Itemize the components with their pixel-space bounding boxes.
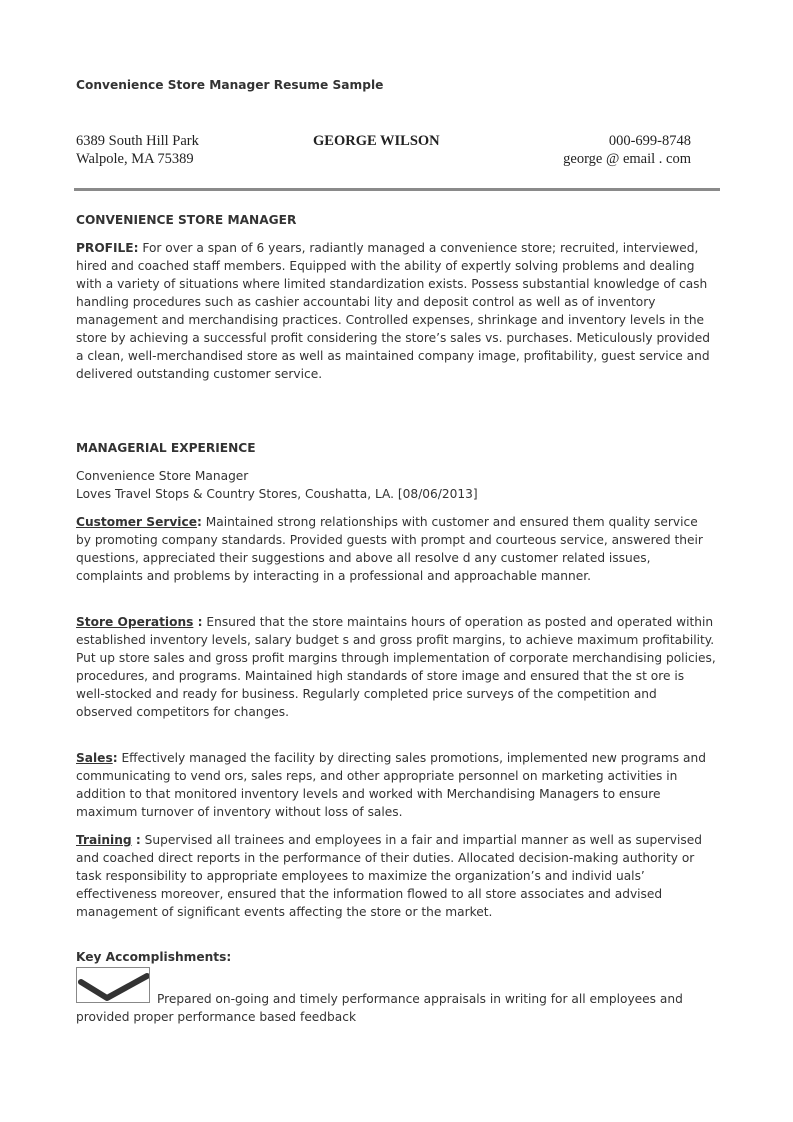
accomplishments-heading: Key Accomplishments: bbox=[76, 950, 232, 964]
address-block bbox=[76, 132, 199, 168]
training-section bbox=[76, 831, 716, 921]
section-text: Ensured that the store maintains hours of operation as posted and operated within established inventory levels, salary budget s and gross profit margins, to achieve maximum profitability. Put up store sales and gross profit margins through implementation of corporate merchandising policies, procedures, and programs. Maintained high standards of store image and ensured that the st ore is well-stocked and ready for business. Regularly completed price surveys of the competition and observed competitors for changes. bbox=[76, 615, 716, 719]
section-text: Effectively managed the facility by directing sales promotions, implemented new programs and communicating to vend ors, sales reps, and other appropriate personnel on marketing activities in addition to that monitored inventory levels and worked with Merchandising Managers to ensure maximum turnover of inventory without loss of sales. bbox=[76, 751, 706, 819]
section-separator: : bbox=[196, 515, 202, 529]
job-title: Convenience Store Manager bbox=[76, 469, 249, 483]
address-line-2: Walpole, MA 75389 bbox=[76, 151, 194, 167]
section-label: Training bbox=[76, 833, 132, 847]
section-label: Customer Service bbox=[76, 515, 197, 529]
header-divider bbox=[74, 188, 720, 191]
section-separator: : bbox=[131, 833, 141, 847]
section-separator: : bbox=[193, 615, 203, 629]
accomplishment-item: Prepared on-going and timely performance appraisals in writing for all employees and provided proper performance based feedback bbox=[76, 992, 683, 1024]
store-operations-section bbox=[76, 613, 716, 721]
document-title: Convenience Store Manager Resume Sample bbox=[76, 78, 384, 92]
sales-section bbox=[76, 749, 716, 821]
objective-heading: CONVENIENCE STORE MANAGER bbox=[76, 213, 297, 227]
customer-service-section bbox=[76, 513, 716, 585]
email-address: george @ email . com bbox=[563, 151, 691, 167]
section-text: Supervised all trainees and employees in a fair and impartial manner as well as supervised and coached direct reports in the performance of their duties. Allocated decision-making authority or task responsibility to appropriate employees to maximize the organization’s and individ uals’ effectiveness moreover, ensured that the information flowed to all store associates and advised management of significant events affecting the store or the market. bbox=[76, 833, 702, 919]
section-separator: : bbox=[112, 751, 118, 765]
section-text: Maintained strong relationships with customer and ensured them quality service by promoting company standards. Provided guests with prompt and courteous service, answered their questions, appreciated their suggestions and above all resolve d any customer related issues, complaints and problems by interacting in a professional and approachable manner. bbox=[76, 515, 703, 583]
address-line-1: 6389 South Hill Park bbox=[76, 133, 199, 149]
section-label: Store Operations bbox=[76, 615, 194, 629]
candidate-name: GEORGE WILSON bbox=[313, 133, 440, 149]
profile-text: For over a span of 6 years, radiantly managed a convenience store; recruited, interviewed, hired and coached staff members. Equipped with the ability of expertly solving problems and dealing with a variety of situations where limited standardization exists. Possess substantial knowledge of cash handling procedures such as cashier accountabi lity and deposit control as well as of inventory management and merchandising practices. Controlled expenses, shrinkage and inventory levels in the store by achieving a successful profit considering the store’s sales vs. purchases. Meticulously provided a clean, well-merchandised store as well as maintained company image, profitability, guest service and delivered outstanding customer service. bbox=[76, 241, 710, 381]
employer-line: Loves Travel Stops & Country Stores, Coushatta, LA. [08/06/2013] bbox=[76, 487, 478, 501]
section-label: Sales bbox=[76, 751, 113, 765]
experience-heading: MANAGERIAL EXPERIENCE bbox=[76, 441, 256, 455]
job-info bbox=[76, 467, 716, 503]
profile-label: PROFILE: bbox=[76, 241, 139, 255]
contact-block bbox=[563, 132, 691, 168]
profile-paragraph bbox=[76, 239, 716, 383]
phone-number: 000-699-8748 bbox=[608, 133, 691, 149]
